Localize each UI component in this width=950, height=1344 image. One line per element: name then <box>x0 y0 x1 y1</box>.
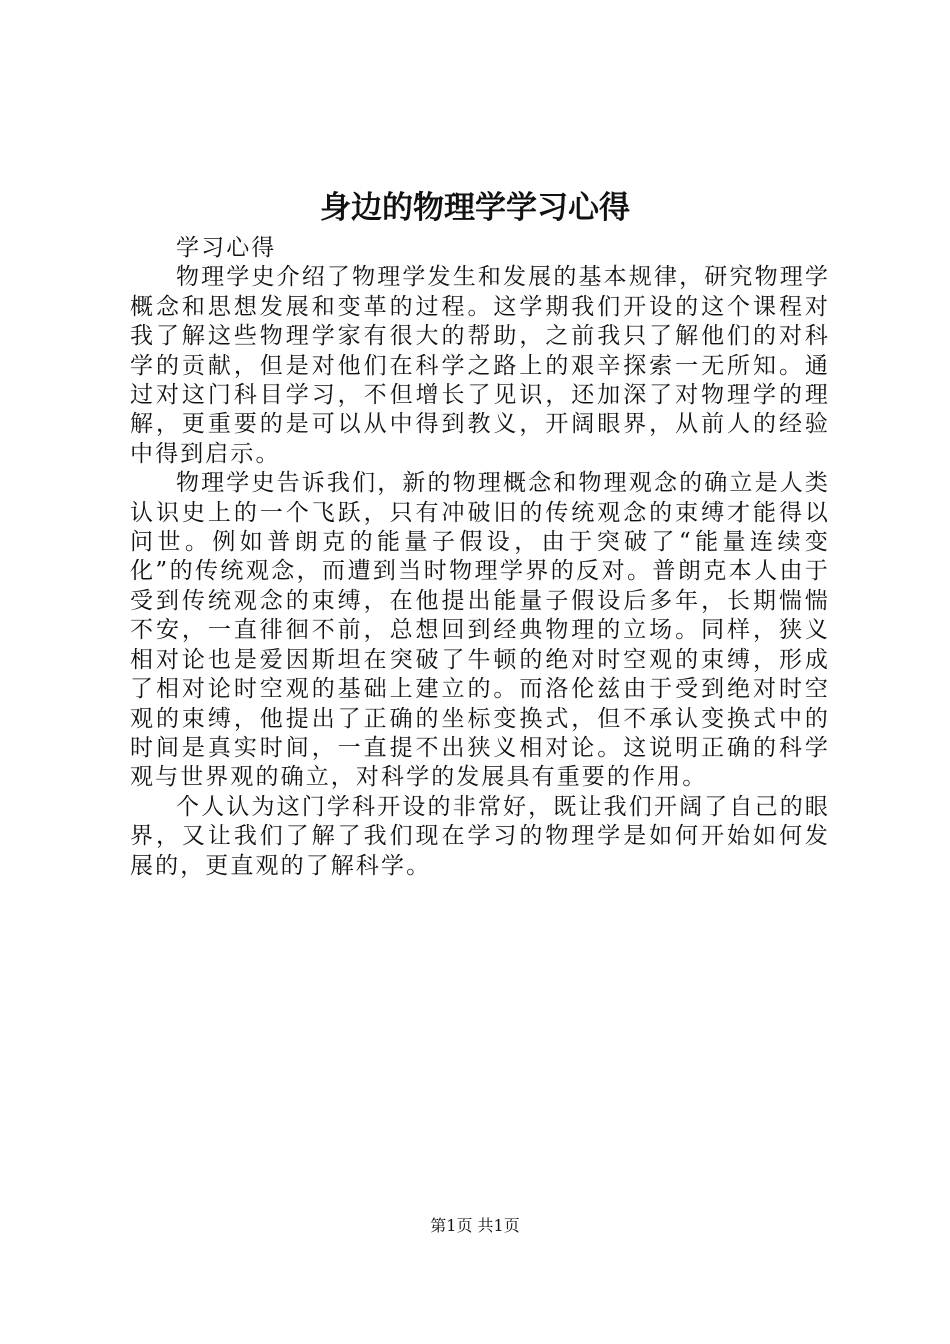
paragraph: 物理学史介绍了物理学发生和发展的基本规律，研究物理学概念和思想发展和变革的过程。这学期我们开设的这个课程对我了解这些物理学家有很大的帮助，之前我只了解他们的对科学的贡献，但是对他们在科学之路上的艰辛探索一无所知。通过对这门科目学习，不但增长了见识，还加深了对物理学的理解，更重要的是可以从中得到教义，开阔眼界，从前人的经验中得到启示。 <box>130 264 830 467</box>
paragraph-heading: 学习心得 <box>176 235 277 261</box>
paragraph: 个人认为这门学科开设的非常好，既让我们开阔了自己的眼界，又让我们了解了我们现在学习的物理学是如何开始如何发展的，更直观的了解科学。 <box>130 793 830 879</box>
document-title: 身边的物理学学习心得 <box>320 190 630 226</box>
page-footer: 第1页 共1页 <box>430 1216 520 1235</box>
paragraph: 物理学史告诉我们，新的物理概念和物理观念的确立是人类认识史上的一个飞跃，只有冲破旧的传统观念的束缚才能得以问世。例如普朗克的能量子假设，由于突破了“能量连续变化”的传统观念，而遭到当时物理学界的反对。普朗克本人由于受到传统观念的束缚，在他提出能量子假设后多年，长期惴惴不安，一直徘徊不前，总想回到经典物理的立场。同样，狭义相对论也是爱因斯坦在突破了牛顿的绝对时空观的束缚，形成了相对论时空观的基础上建立的。而洛伦兹由于受到绝对时空观的束缚，他提出了正确的坐标变换式，但不承认变换式中的时间是真实时间，一直提不出狭义相对论。这说明正确的科学观与世界观的确立，对科学的发展具有重要的作用。 <box>130 470 830 791</box>
document-body <box>130 234 830 881</box>
